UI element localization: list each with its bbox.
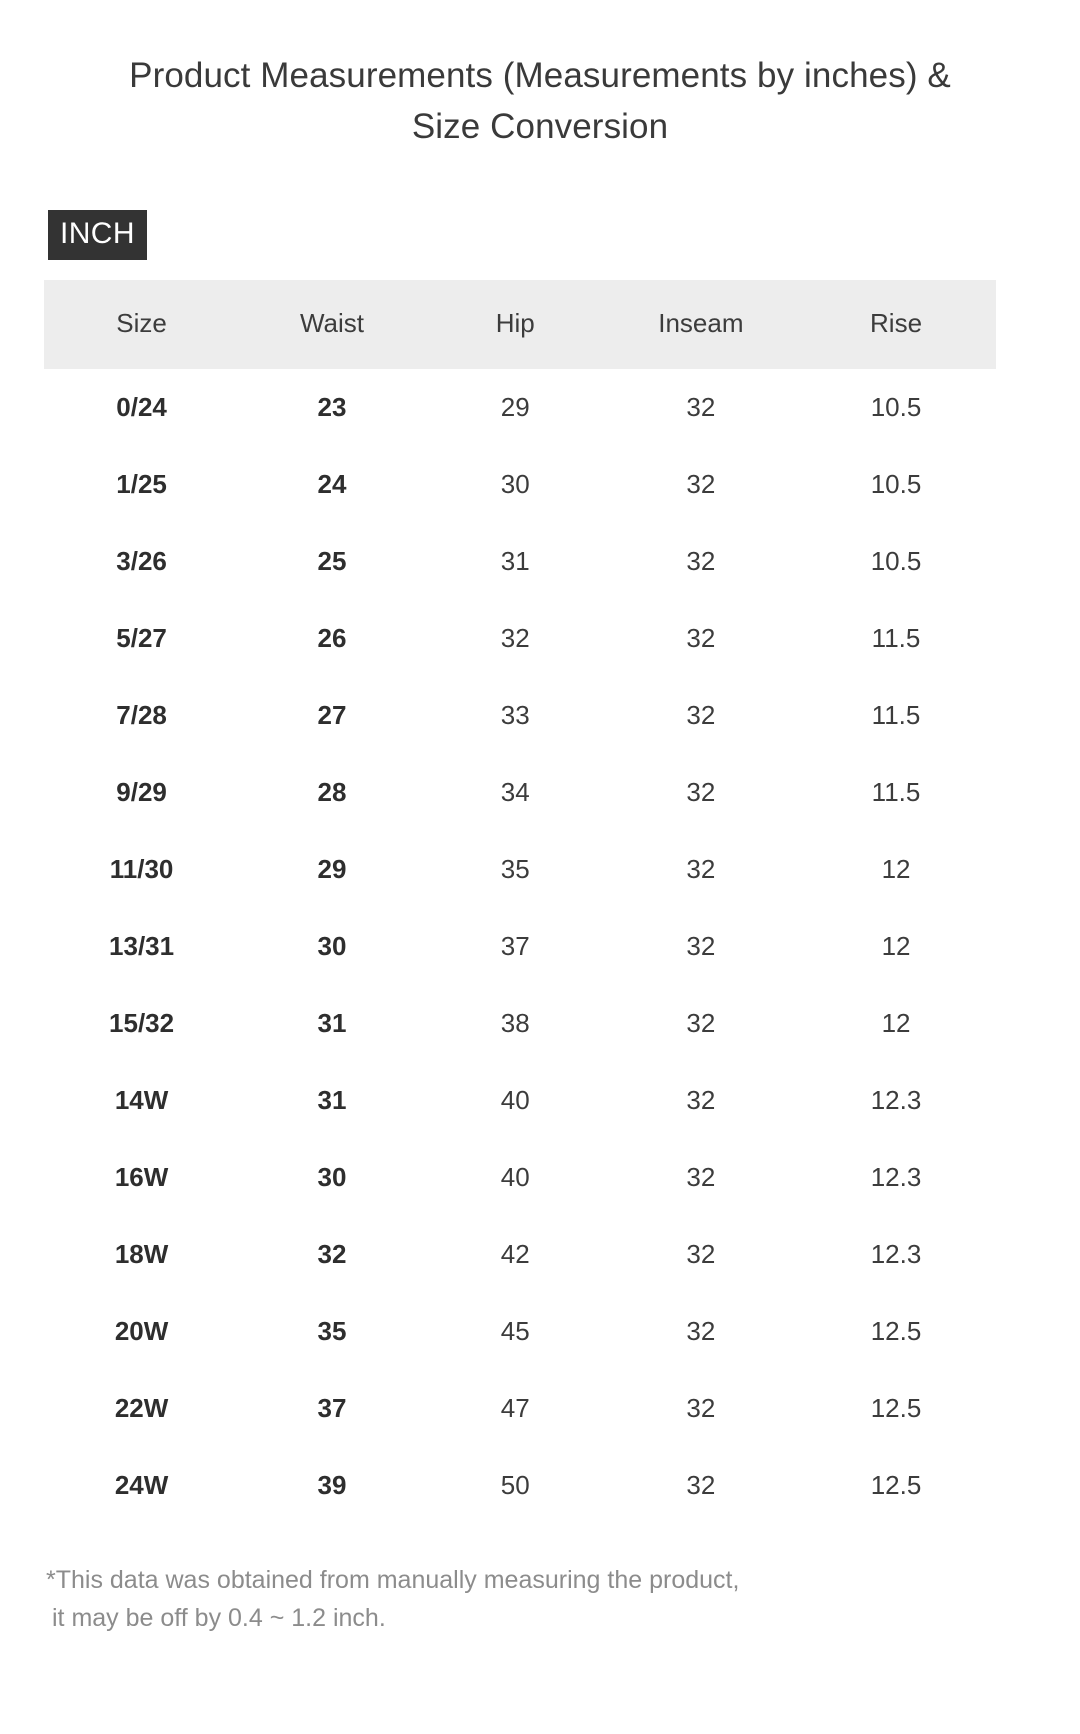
cell-rise: 12 <box>881 854 911 885</box>
cell-hip: 37 <box>500 931 530 962</box>
cell-rise: 12.3 <box>870 1239 922 1270</box>
table-row <box>44 1370 996 1447</box>
cell-hip: 33 <box>500 700 530 731</box>
cell-rise: 12 <box>881 1008 911 1039</box>
table-row <box>44 1216 996 1293</box>
table-row <box>44 677 996 754</box>
table-row <box>44 446 996 523</box>
size-measurements-table <box>44 280 996 1524</box>
cell-inseam: 32 <box>686 546 716 577</box>
table-row <box>44 1139 996 1216</box>
cell-inseam: 32 <box>686 623 716 654</box>
table-row <box>44 523 996 600</box>
cell-rise: 12.5 <box>870 1470 922 1501</box>
cell-hip: 40 <box>500 1085 530 1116</box>
cell-inseam: 32 <box>686 1008 716 1039</box>
cell-hip: 35 <box>500 854 530 885</box>
cell-rise: 11.5 <box>871 700 921 731</box>
cell-size: 7/28 <box>116 700 167 731</box>
table-row <box>44 1062 996 1139</box>
cell-waist: 29 <box>317 854 347 885</box>
cell-waist: 30 <box>317 931 347 962</box>
cell-rise: 12.5 <box>870 1393 922 1424</box>
cell-inseam: 32 <box>686 1162 716 1193</box>
cell-waist: 30 <box>317 1162 347 1193</box>
cell-size: 18W <box>114 1239 169 1270</box>
cell-inseam: 32 <box>686 392 716 423</box>
cell-inseam: 32 <box>686 1316 716 1347</box>
cell-rise: 10.5 <box>870 392 922 423</box>
disclaimer-line-1: *This data was obtained from manually measuring the product, <box>46 1566 740 1595</box>
cell-waist: 27 <box>317 700 347 731</box>
table-header <box>44 280 996 369</box>
cell-hip: 45 <box>500 1316 530 1347</box>
cell-size: 9/29 <box>116 777 167 808</box>
cell-inseam: 32 <box>686 1239 716 1270</box>
table-row <box>44 831 996 908</box>
cell-rise: 12 <box>881 931 911 962</box>
cell-size: 13/31 <box>109 931 175 962</box>
cell-hip: 40 <box>500 1162 530 1193</box>
cell-hip: 50 <box>500 1470 530 1501</box>
cell-rise: 12.3 <box>870 1162 922 1193</box>
cell-rise: 10.5 <box>870 546 922 577</box>
cell-inseam: 32 <box>686 777 716 808</box>
disclaimer-line-2: it may be off by 0.4 ~ 1.2 inch. <box>52 1603 386 1632</box>
table-body <box>44 369 996 1524</box>
table-row <box>44 369 996 446</box>
cell-inseam: 32 <box>686 700 716 731</box>
cell-size: 16W <box>114 1162 169 1193</box>
column-header-hip: Hip <box>495 308 535 339</box>
cell-size: 20W <box>114 1316 169 1347</box>
cell-size: 14W <box>114 1085 169 1116</box>
cell-hip: 38 <box>500 1008 530 1039</box>
cell-inseam: 32 <box>686 1470 716 1501</box>
cell-waist: 32 <box>317 1239 347 1270</box>
cell-waist: 28 <box>317 777 347 808</box>
cell-size: 11/30 <box>109 854 174 885</box>
column-header-rise: Rise <box>870 308 923 339</box>
cell-waist: 23 <box>317 392 347 423</box>
cell-size: 0/24 <box>116 392 167 423</box>
table-row <box>44 1447 996 1524</box>
cell-size: 1/25 <box>116 469 167 500</box>
cell-waist: 24 <box>317 469 347 500</box>
cell-size: 24W <box>114 1470 169 1501</box>
table-row <box>44 1293 996 1370</box>
size-chart-page <box>0 23 1080 1677</box>
cell-waist: 31 <box>317 1008 347 1039</box>
cell-hip: 47 <box>500 1393 530 1424</box>
cell-size: 3/26 <box>116 546 167 577</box>
measurement-disclaimer <box>0 1562 1080 1677</box>
cell-hip: 30 <box>500 469 530 500</box>
cell-inseam: 32 <box>686 1085 716 1116</box>
cell-waist: 31 <box>317 1085 347 1116</box>
cell-size: 22W <box>114 1393 169 1424</box>
unit-badge-container <box>0 176 1080 260</box>
cell-hip: 34 <box>500 777 530 808</box>
cell-rise: 10.5 <box>870 469 922 500</box>
cell-waist: 35 <box>317 1316 347 1347</box>
unit-badge: INCH <box>48 210 147 260</box>
cell-hip: 31 <box>500 546 530 577</box>
cell-waist: 25 <box>317 546 347 577</box>
page-title: Product Measurements (Measurements by inches) & Size Conversion <box>129 56 951 147</box>
table-row <box>44 908 996 985</box>
column-header-waist: Waist <box>299 308 364 339</box>
cell-size: 15/32 <box>109 1008 175 1039</box>
cell-rise: 12.3 <box>870 1085 922 1116</box>
cell-hip: 29 <box>500 392 530 423</box>
cell-hip: 42 <box>500 1239 530 1270</box>
cell-rise: 11.5 <box>871 777 921 808</box>
cell-waist: 26 <box>317 623 347 654</box>
cell-inseam: 32 <box>686 931 716 962</box>
cell-waist: 37 <box>317 1393 347 1424</box>
cell-inseam: 32 <box>686 469 716 500</box>
cell-inseam: 32 <box>686 1393 716 1424</box>
table-row <box>44 985 996 1062</box>
table-row <box>44 600 996 677</box>
cell-inseam: 32 <box>686 854 716 885</box>
cell-rise: 11.5 <box>871 623 921 654</box>
cell-size: 5/27 <box>116 623 167 654</box>
table-row <box>44 754 996 831</box>
column-header-size: Size <box>116 308 167 339</box>
table-header-row <box>44 280 996 369</box>
cell-rise: 12.5 <box>870 1316 922 1347</box>
column-header-inseam: Inseam <box>658 308 744 339</box>
cell-hip: 32 <box>500 623 530 654</box>
cell-waist: 39 <box>317 1470 347 1501</box>
